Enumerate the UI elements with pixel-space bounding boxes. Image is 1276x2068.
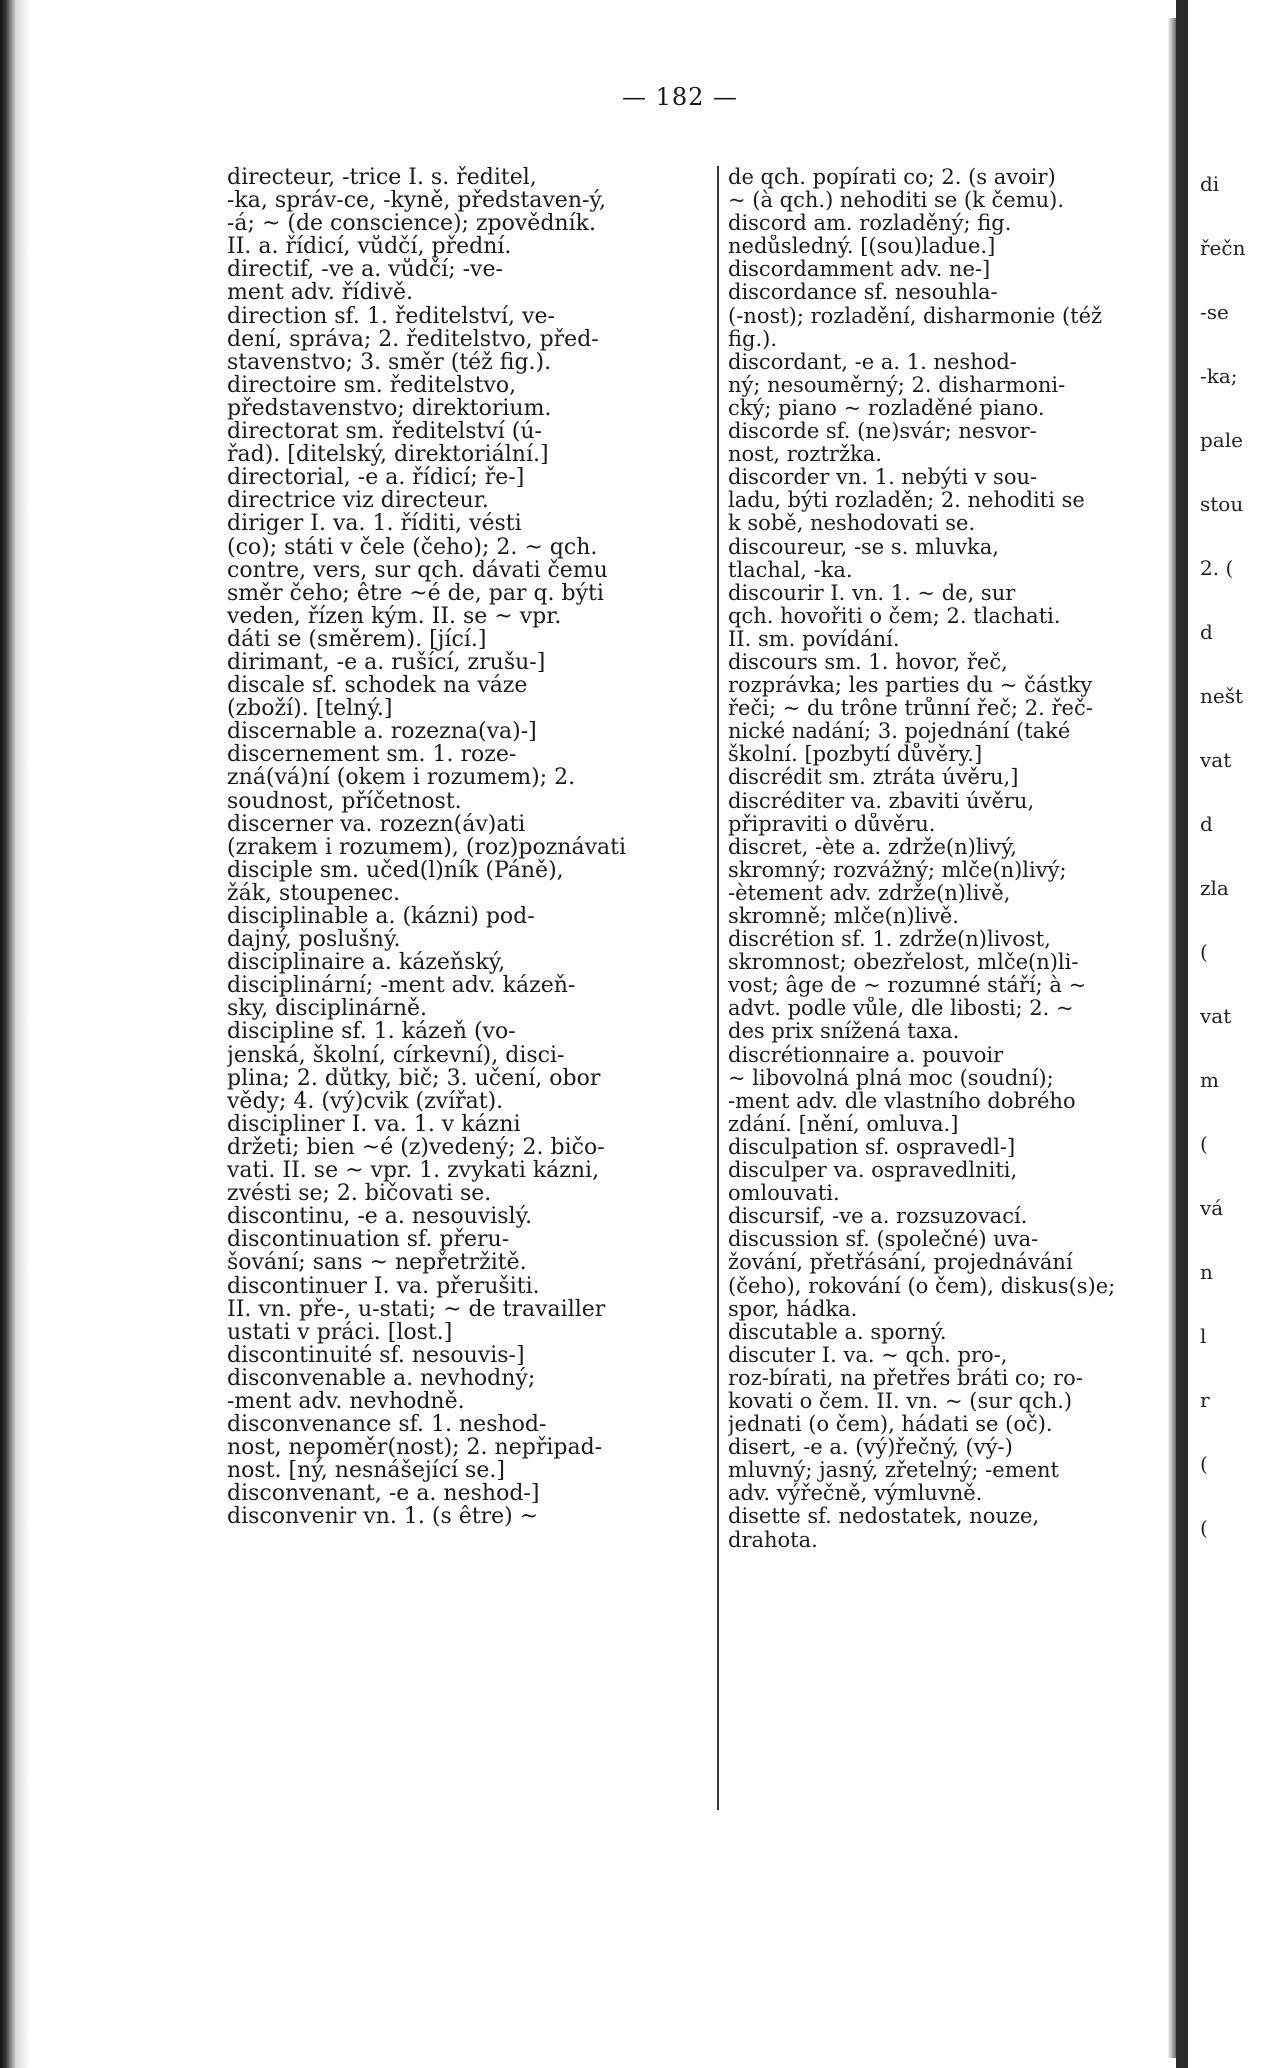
dictionary-line: discrétionnaire a. pouvoir [728, 1043, 1004, 1067]
dictionary-line: představenstvo; direktorium. [227, 396, 552, 421]
dictionary-line: vost; âge de ~ rozumné stáří; à ~ [728, 974, 1087, 998]
adjacent-page-fragment: nešt [1200, 684, 1244, 708]
dictionary-column-left [227, 166, 709, 1529]
dictionary-line: šování; sans ~ nepřetržitě. [227, 1251, 527, 1275]
dictionary-line: direction sf. 1. ředitelství, ve- [227, 304, 555, 328]
dictionary-line: dáti se (směrem). [jící.] [227, 627, 487, 651]
dictionary-line: disert, -e a. (vý)řečný, (vý-) [728, 1436, 1013, 1460]
dictionary-line: k sobě, neshodovati se. [728, 512, 976, 536]
dictionary-line: disette sf. nedostatek, nouze, [728, 1505, 1040, 1529]
dictionary-line: discordance sf. nesouhla- [728, 281, 998, 305]
dictionary-line: disciplinaire a. kázeňský, [227, 951, 506, 975]
dictionary-line: directoire sm. ředitelstvo, [227, 373, 517, 397]
dictionary-line: directeur, -trice I. s. ředitel, [227, 166, 537, 190]
dictionary-line: zvésti se; 2. bičovati se. [227, 1182, 492, 1206]
column-divider [717, 166, 719, 1810]
dictionary-line: rozprávka; les parties du ~ částky [728, 674, 1093, 698]
page-fold-edge [1168, 18, 1176, 2058]
dictionary-line: -á; ~ (de conscience); zpovědník. [227, 212, 596, 236]
adjacent-page-fragment: vat [1200, 748, 1232, 772]
dictionary-line: řeči; ~ du trône trůnní řeč; 2. řeč- [728, 697, 1093, 721]
dictionary-line: discréditer va. zbaviti úvěru, [728, 789, 1035, 813]
dictionary-line: des prix snížená taxa. [728, 1020, 960, 1044]
adjacent-page-fragment: di [1200, 172, 1220, 196]
dictionary-line: nické nadání; 3. pojednání (také [728, 720, 1071, 744]
dictionary-line: ~ (à qch.) nehoditi se (k čemu). [728, 189, 1065, 213]
dictionary-line: skromně; mlče(n)livě. [728, 905, 959, 928]
dictionary-line: discorder vn. 1. nebýti v sou- [728, 466, 1038, 490]
dictionary-line: dirimant, -e a. rušící, zrušu-] [227, 650, 546, 675]
dictionary-line: disculpation sf. ospravedl-] [728, 1135, 1016, 1159]
adjacent-page-fragment: -ka; [1200, 364, 1238, 388]
adjacent-page-fragment: d [1200, 620, 1213, 644]
adjacent-page-fragment: n [1200, 1260, 1213, 1284]
dictionary-line: cký; piano ~ rozladěné piano. [728, 396, 1045, 420]
dictionary-line: adv. výřečně, výmluvně. [728, 1482, 983, 1506]
dictionary-line: discursif, -ve a. rozsuzovací. [728, 1205, 1028, 1229]
dictionary-line: kovati o čem. II. vn. ~ (sur qch.) [728, 1389, 1073, 1413]
dictionary-line: spor, hádka. [728, 1297, 858, 1321]
dictionary-line: directorat sm. ředitelství (ú- [227, 420, 542, 444]
dictionary-line: vědy; 4. (vý)cvik (zvířat). [227, 1089, 504, 1113]
dictionary-line: (zrakem i rozumem), (roz)poznávati [227, 835, 627, 859]
dictionary-line: ný; nesouměrný; 2. disharmoni- [728, 373, 1066, 397]
dictionary-line: zná(vá)ní (okem i rozumem); 2. [227, 766, 576, 790]
dictionary-line: discerner va. rozezn(áv)ati [227, 812, 526, 836]
dictionary-line: jenská, školní, církevní), disci- [227, 1043, 565, 1067]
dictionary-line: (-nost); rozladění, disharmonie (též [728, 304, 1103, 328]
adjacent-page-fragment: vat [1200, 1004, 1232, 1028]
dictionary-line: stavenstvo; 3. směr (též fig.). [227, 350, 552, 374]
dictionary-line: disconvenir vn. 1. (s être) ~ [227, 1505, 539, 1529]
dictionary-line: nost. [ný, nesnášející se.] [227, 1459, 505, 1483]
dictionary-line: disciplinable a. (kázni) pod- [227, 905, 535, 929]
dictionary-line: discontinuité sf. nesouvis-] [227, 1343, 525, 1367]
dictionary-line: discernable a. rozezna(va)-] [227, 720, 537, 744]
dictionary-line: (co); státi v čele (čeho); 2. ~ qch. [227, 535, 598, 559]
adjacent-page-fragment: ( [1200, 1132, 1208, 1156]
dictionary-line: směr čeho; être ~é de, par q. býti [227, 581, 604, 605]
dictionary-line: ustati v práci. [lost.] [227, 1320, 453, 1344]
dictionary-line: plina; 2. důtky, bič; 3. učení, obor [227, 1066, 601, 1090]
adjacent-page-fragment: řečn [1200, 236, 1246, 260]
dictionary-line: držeti; bien ~é (z)vedený; 2. bičo- [227, 1135, 605, 1160]
dictionary-line: tlachal, -ka. [728, 558, 853, 582]
dictionary-line: disconvenable a. nevhodný; [227, 1366, 536, 1390]
dictionary-line: -ka, správ-ce, -kyně, představen-ý, [227, 189, 606, 213]
dictionary-line: mluvný; jasný, zřetelný; -ement [728, 1459, 1059, 1483]
dictionary-line: roz-bírati, na přetřes bráti co; ro- [728, 1366, 1083, 1390]
dictionary-line: drahota. [728, 1528, 818, 1552]
adjacent-page-fragment: pale [1200, 428, 1243, 452]
dictionary-line: nost, roztržka. [728, 443, 882, 467]
dictionary-line: ~ libovolná plná moc (soudní); [728, 1066, 1054, 1090]
dictionary-line: discernement sm. 1. roze- [227, 743, 517, 767]
dictionary-line: disciple sm. učed(l)ník (Páně), [227, 858, 564, 882]
dictionary-line: discontinuer I. va. přerušiti. [227, 1274, 540, 1298]
dictionary-line: directif, -ve a. vůdčí; -ve- [227, 258, 503, 282]
dictionary-line: připraviti o důvěru. [728, 812, 936, 836]
dictionary-line: discussion sf. (společné) uva- [728, 1228, 1039, 1252]
dictionary-line: discrétion sf. 1. zdrže(n)livost, [728, 928, 1051, 952]
dictionary-line: discale sf. schodek na váze [227, 674, 528, 698]
dictionary-line: directrice viz directeur. [227, 489, 489, 513]
adjacent-page-fragment: 2. ( [1200, 556, 1234, 580]
dictionary-line: zdání. [nění, omluva.] [728, 1112, 959, 1136]
dictionary-line: contre, vers, sur qch. dávati čemu [227, 558, 608, 582]
dictionary-line: (zboží). [telný.] [227, 697, 393, 721]
dictionary-line: ladu, býti rozladěn; 2. nehoditi se [728, 489, 1085, 513]
dictionary-line: jednati (o čem), hádati se (oč). [728, 1413, 1053, 1437]
dictionary-line: discord am. rozladěný; fig. [728, 212, 1012, 236]
dictionary-line: vati. II. se ~ vpr. 1. zvykati kázni, [227, 1159, 600, 1183]
dictionary-line: nedůsledný. [(sou)ladue.] [728, 235, 996, 259]
dictionary-line: -ètement adv. zdrže(n)livě, [728, 881, 1011, 905]
dictionary-line: discours sm. 1. hovor, řeč, [728, 650, 1008, 674]
dictionary-line: discordamment adv. ne-] [728, 258, 991, 282]
dictionary-line: žák, stoupenec. [227, 881, 401, 905]
dictionary-line: omlouvati. [728, 1182, 840, 1206]
dictionary-line: qch. hovořiti o čem; 2. tlachati. [728, 604, 1061, 628]
adjacent-page-fragment: l [1200, 1324, 1207, 1348]
dictionary-line: directorial, -e a. řídicí; ře-] [227, 466, 525, 490]
adjacent-page-fragment: -se [1200, 300, 1229, 324]
adjacent-page-fragment: ( [1200, 940, 1208, 964]
adjacent-page-fragment: vá [1200, 1196, 1224, 1220]
adjacent-page-strip [1188, 0, 1276, 2068]
dictionary-line: discontinuation sf. přeru- [227, 1228, 510, 1252]
dictionary-line: discipliner I. va. 1. v kázni [227, 1112, 521, 1136]
dictionary-line: (čeho), rokování (o čem), diskus(s)e; [728, 1274, 1116, 1298]
dictionary-line: II. vn. pře-, u-stati; ~ de travailler [227, 1297, 606, 1321]
dictionary-line: dajný, poslušný. [227, 928, 401, 952]
dictionary-line: discordant, -e a. 1. neshod- [728, 350, 1017, 374]
dictionary-line: II. sm. povídání. [728, 627, 900, 651]
dictionary-line: nost, nepoměr(nost); 2. nepřipad- [227, 1436, 603, 1460]
adjacent-page-fragment: r [1200, 1388, 1210, 1412]
dictionary-line: II. a. řídicí, vůdčí, přední. [227, 235, 512, 259]
dictionary-line: disconvenant, -e a. neshod-] [227, 1482, 540, 1506]
dictionary-line: discourir I. vn. 1. ~ de, sur [728, 581, 1016, 605]
scan-binding-edge [0, 0, 30, 2068]
dictionary-line: skromný; rozvážný; mlče(n)livý; [728, 858, 1067, 882]
dictionary-line: sky, disciplinárně. [227, 997, 428, 1021]
dictionary-line: advt. podle vůle, dle libosti; 2. ~ [728, 997, 1074, 1021]
dictionary-column-right [728, 166, 1190, 1552]
dictionary-line: de qch. popírati co; 2. (s avoir) [728, 166, 1056, 189]
dictionary-line: -ment adv. dle vlastního dobrého [728, 1089, 1076, 1113]
dictionary-line: diriger I. va. 1. říditi, vésti [227, 512, 522, 536]
adjacent-page-fragment: ( [1200, 1516, 1208, 1540]
dictionary-line: discuter I. va. ~ qch. pro-, [728, 1343, 1008, 1367]
dictionary-line: soudnost, příčetnost. [227, 789, 462, 813]
dictionary-line: veden, řízen kým. II. se ~ vpr. [227, 604, 562, 628]
dictionary-line: disculper va. ospravedlniti, [728, 1159, 1018, 1183]
dictionary-line: školní. [pozbytí důvěry.] [728, 743, 983, 767]
dictionary-line: řad). [ditelský, direktoriální.] [227, 443, 549, 467]
dictionary-line: discontinu, -e a. nesouvislý. [227, 1205, 533, 1229]
dictionary-line: dení, správa; 2. ředitelstvo, před- [227, 327, 599, 351]
page-number: — 182 — [621, 83, 739, 111]
adjacent-page-fragment: ( [1200, 1452, 1208, 1476]
dictionary-line: disciplinární; -ment adv. kázeň- [227, 974, 576, 998]
dictionary-line: discoureur, -se s. mluvka, [728, 535, 999, 559]
dictionary-line: -ment adv. nevhodně. [227, 1389, 465, 1414]
adjacent-page-fragment: stou [1200, 492, 1244, 516]
adjacent-page-fragment: m [1200, 1068, 1219, 1092]
dictionary-line: discorde sf. (ne)svár; nesvor- [728, 420, 1037, 444]
dictionary-line: skromnost; obezřelost, mlče(n)li- [728, 951, 1079, 975]
dictionary-line: žování, přetřásání, projednávání [728, 1251, 1073, 1275]
page-gutter-shadow [1176, 0, 1188, 2068]
dictionary-line: discutable a. sporný. [728, 1320, 947, 1344]
dictionary-line: ment adv. řídivě. [227, 281, 414, 305]
dictionary-line: discrédit sm. ztráta úvěru,] [728, 766, 1019, 790]
dictionary-line: disconvenance sf. 1. neshod- [227, 1413, 547, 1437]
adjacent-page-fragment: d [1200, 812, 1213, 836]
dictionary-line: discipline sf. 1. kázeň (vo- [227, 1020, 516, 1044]
dictionary-line: fig.). [728, 327, 777, 351]
adjacent-page-fragment: zla [1200, 876, 1229, 900]
dictionary-line: discret, -ète a. zdrže(n)livý, [728, 835, 1017, 859]
